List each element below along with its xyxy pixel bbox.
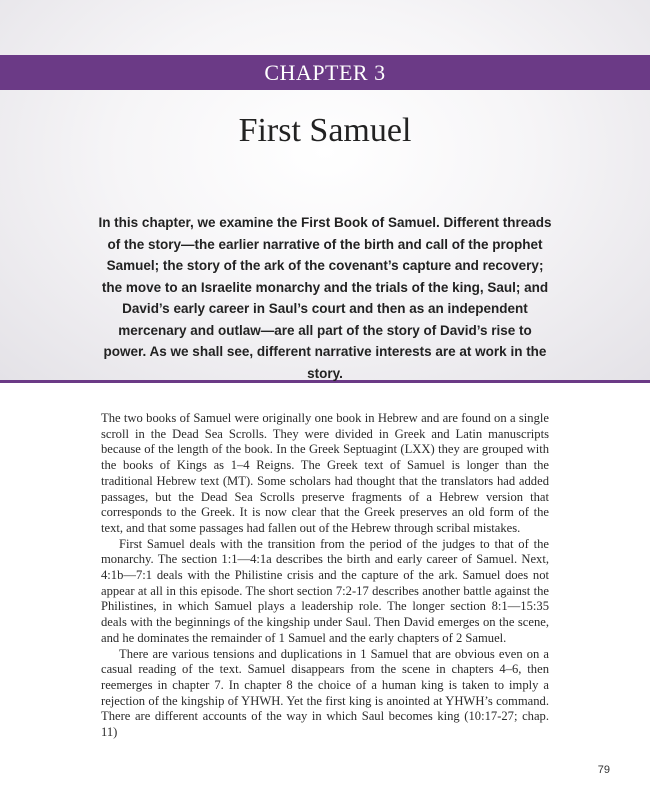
chapter-title: First Samuel [238, 112, 412, 149]
body-paragraph: There are various tensions and duplications in 1 Samuel that are obvious even on a casual reading of the text. Samuel disappears from the scene in chapters 4–6, then reemerges in chapter 7. In chapter 8 the choice of a human king is taken to imply a rejection of the kingship of YHWH. Yet the first king is anointed at YHWH’s command. There are different accounts of the way in which Saul becomes king (10:17-27; chap. 11) [101, 646, 549, 740]
chapter-label: CHAPTER 3 [264, 60, 386, 85]
chapter-header [0, 0, 650, 383]
chapter-banner [0, 55, 650, 90]
body-paragraph: First Samuel deals with the transition from the period of the judges to that of the monarchy. The section 1:1—4:1a describes the birth and early career of Samuel. Next, 4:1b—7:1 deals with the Philistine crisis and the capture of the ark. Samuel does not appear at all in this episode. The short section 7:2-17 describes another battle against the Philistines, in which Samuel plays a leadership role. The longer section 8:1—15:35 deals with the beginnings of the kingship under Saul. Then David emerges on the scene, and he dominates the remainder of 1 Samuel and the early chapters of 2 Samuel. [101, 536, 549, 645]
chapter-abstract: In this chapter, we examine the First Book of Samuel. Different threads of the story—the earlier narrative of the birth and call of the prophet Samuel; the story of the ark of the covenant’s capture and recovery; the move to an Israelite monarchy and the trials of the king, Saul; and David’s early career in Saul’s court and then as an independent mercenary and outlaw—are all part of the story of David’s rise to power. As we shall see, different narrative interests are at work in the story. [98, 215, 552, 381]
body-text [101, 411, 549, 741]
body-paragraph: The two books of Samuel were originally one book in Hebrew and are found on a single scroll in the Dead Sea Scrolls. They were divided in Greek and Latin manuscripts because of the length of the book. In the Greek Septuagint (LXX) they are grouped with the books of Kings as 1–4 Reigns. The Greek text of Samuel is longer than the traditional Hebrew text (MT). Some scholars had thought that the translators had added passages, but the Dead Sea Scrolls preserve fragments of a Hebrew version that corresponds to the Greek. It is now clear that the Greek preserves an old form of the text, and that some passages had fallen out of the Hebrew through scribal mistakes. [101, 411, 549, 535]
page-number: 79 [597, 764, 610, 776]
